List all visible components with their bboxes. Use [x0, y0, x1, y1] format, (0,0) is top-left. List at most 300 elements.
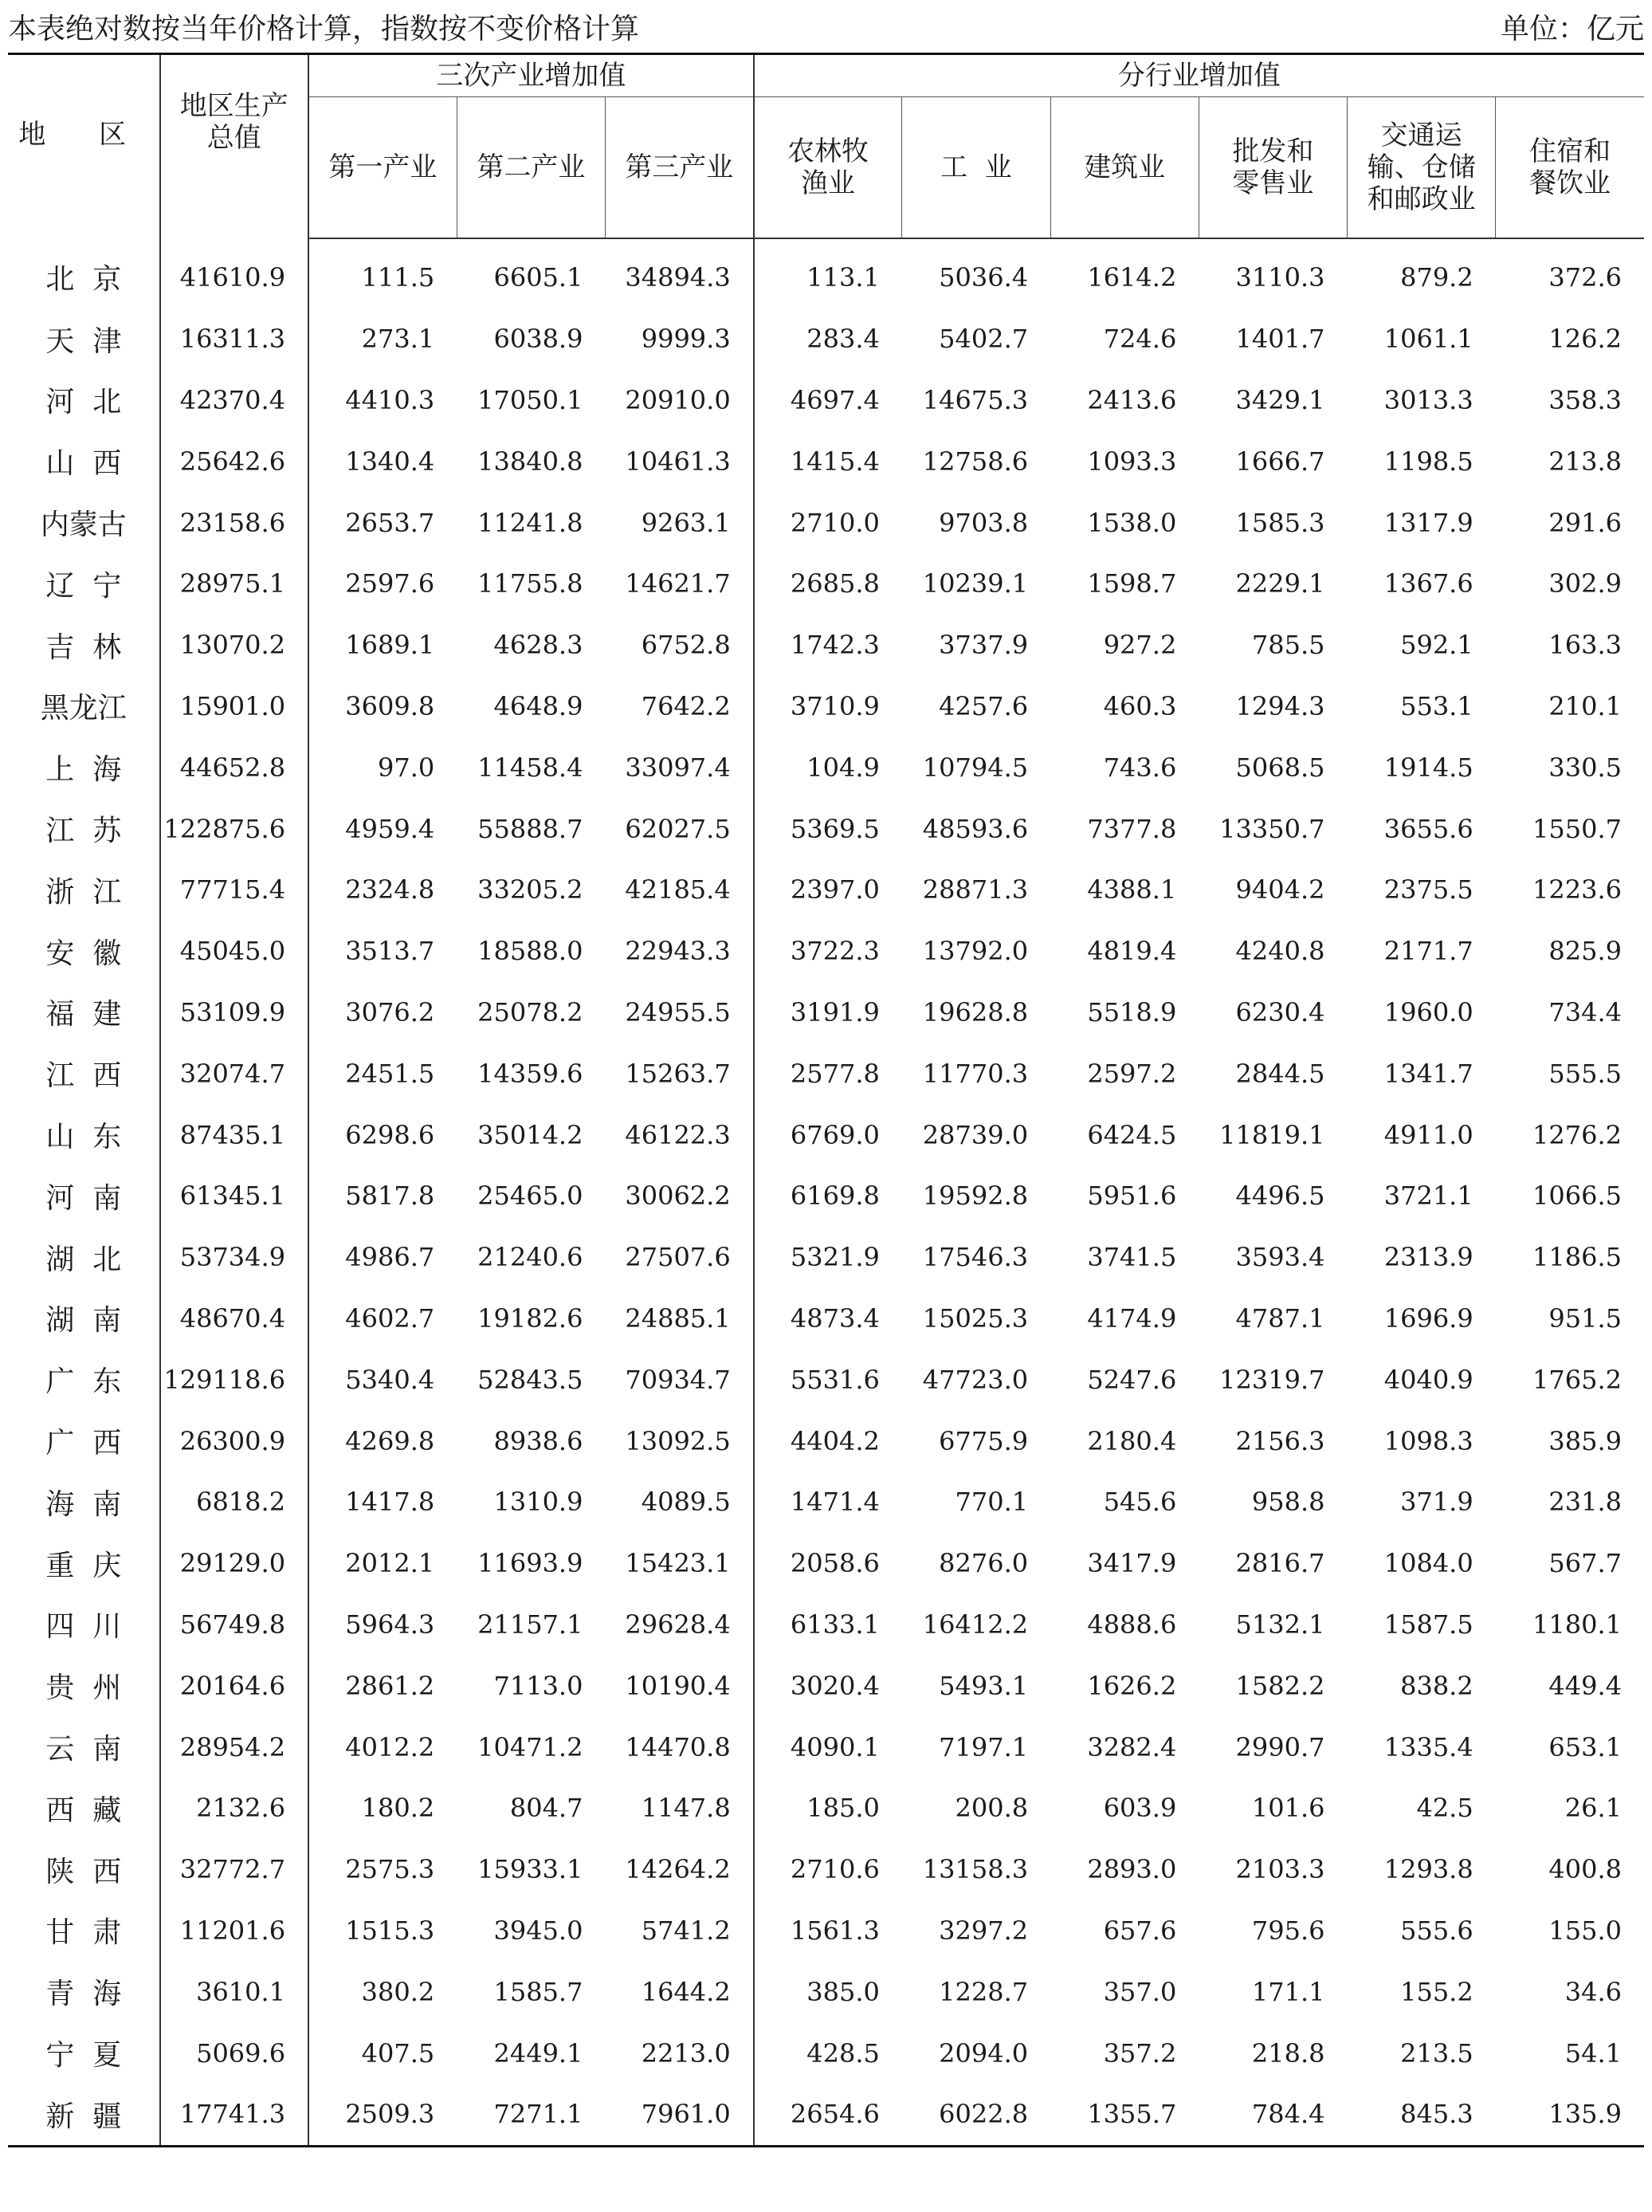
cell-agriculture: 5531.6 — [790, 1364, 880, 1395]
cell-secondary: 11241.8 — [477, 507, 583, 538]
cell-tertiary: 5741.2 — [605, 1900, 753, 1962]
cell-region: 云 南 — [8, 1716, 160, 1778]
cell-tertiary: 27507.6 — [605, 1227, 753, 1288]
cell-agriculture: 1471.4 — [790, 1487, 880, 1518]
cell-industry: 12758.6 — [922, 446, 1029, 477]
cell-hotel-catering: 358.3 — [1548, 384, 1622, 415]
cell-tertiary: 29628.4 — [605, 1594, 753, 1656]
cell-construction: 2893.0 — [1087, 1854, 1177, 1885]
col-header-primary: 第一产业 — [308, 97, 457, 239]
cell-agriculture: 4697.4 — [790, 384, 880, 415]
cell-hotel-catering: 653.1 — [1548, 1731, 1622, 1762]
cell-secondary: 6605.1 — [493, 262, 583, 293]
cell-transport: 1098.3 — [1383, 1425, 1473, 1456]
cell-gdp: 13070.2 — [160, 615, 309, 676]
cell-gdp: 3610.1 — [160, 1961, 309, 2022]
cell-construction: 657.6 — [1103, 1915, 1177, 1946]
cell-hotel-catering: 825.9 — [1548, 936, 1622, 967]
table-row — [8, 798, 1644, 859]
cell-tertiary: 1644.2 — [605, 1961, 753, 2022]
cell-gdp: 2132.6 — [160, 1778, 309, 1839]
cell-primary: 2451.5 — [345, 1058, 435, 1089]
cell-primary: 1689.1 — [345, 630, 435, 661]
cell-hotel-catering: 555.5 — [1548, 1058, 1622, 1089]
cell-gdp: 129118.6 — [160, 1349, 309, 1410]
cell-primary: 4269.8 — [345, 1425, 435, 1456]
cell-construction: 1538.0 — [1087, 507, 1177, 538]
col-header-transport: 交通运输、仓储和邮政业 — [1348, 97, 1496, 239]
cell-wholesale-retail: 1585.3 — [1235, 507, 1325, 538]
cell-region: 山 西 — [8, 430, 160, 492]
cell-hotel-catering: 951.5 — [1548, 1302, 1622, 1334]
cell-agriculture: 2710.0 — [790, 507, 880, 538]
cell-secondary: 15933.1 — [477, 1854, 583, 1885]
cell-gdp: 29129.0 — [160, 1533, 309, 1594]
cell-gdp: 42370.4 — [160, 370, 309, 431]
cell-hotel-catering: 135.9 — [1496, 2084, 1644, 2146]
cell-region: 江 苏 — [8, 798, 160, 859]
cell-secondary: 1585.7 — [493, 1976, 583, 2007]
table-header — [8, 54, 1644, 239]
cell-agriculture: 1561.3 — [790, 1915, 880, 1946]
cell-agriculture: 3710.9 — [790, 690, 880, 721]
cell-secondary: 2449.1 — [493, 2037, 583, 2069]
cell-industry: 28739.0 — [922, 1119, 1029, 1150]
cell-agriculture: 3722.3 — [790, 936, 880, 967]
col-header-gdp: 地区生产总值 — [160, 54, 309, 239]
cell-primary: 3513.7 — [345, 936, 435, 967]
cell-wholesale-retail: 2156.3 — [1235, 1425, 1325, 1456]
table-row — [8, 1533, 1644, 1594]
cell-gdp: 53734.9 — [160, 1227, 309, 1288]
cell-hotel-catering: 567.7 — [1548, 1548, 1622, 1579]
cell-gdp: 77715.4 — [160, 859, 309, 921]
cell-wholesale-retail: 958.8 — [1251, 1487, 1325, 1518]
cell-primary: 5340.4 — [345, 1364, 435, 1395]
cell-construction: 460.3 — [1103, 690, 1177, 721]
cell-primary: 4602.7 — [345, 1302, 435, 1334]
cell-industry: 3737.9 — [939, 630, 1029, 661]
cell-industry: 3297.2 — [939, 1915, 1029, 1946]
cell-agriculture: 4873.4 — [790, 1302, 880, 1334]
cell-wholesale-retail: 784.4 — [1199, 2084, 1347, 2146]
cell-gdp: 16311.3 — [160, 308, 309, 370]
cell-agriculture: 5369.5 — [790, 813, 880, 844]
cell-industry: 47723.0 — [922, 1364, 1029, 1395]
cell-tertiary: 7642.2 — [605, 676, 753, 737]
table-row — [8, 676, 1644, 737]
table-row — [8, 308, 1644, 370]
cell-hotel-catering: 291.6 — [1548, 507, 1622, 538]
cell-wholesale-retail: 3110.3 — [1235, 262, 1325, 293]
cell-primary: 4012.2 — [345, 1731, 435, 1762]
cell-gdp: 17741.3 — [160, 2084, 309, 2146]
cell-wholesale-retail: 4240.8 — [1235, 936, 1325, 967]
cell-secondary: 35014.2 — [477, 1119, 583, 1150]
cell-industry: 5402.7 — [939, 324, 1029, 355]
cell-gdp: 23158.6 — [160, 492, 309, 553]
cell-industry: 10239.1 — [922, 568, 1029, 599]
cell-primary: 111.5 — [361, 262, 435, 293]
cell-industry: 10794.5 — [922, 752, 1029, 783]
cell-primary: 3076.2 — [345, 996, 435, 1027]
cell-region: 江 西 — [8, 1043, 160, 1104]
cell-construction: 7377.8 — [1087, 813, 1177, 844]
cell-secondary: 11755.8 — [477, 568, 583, 599]
cell-primary: 5817.8 — [345, 1181, 435, 1212]
cell-gdp: 15901.0 — [160, 676, 309, 737]
table-row — [8, 1716, 1644, 1778]
cell-region: 西 藏 — [8, 1778, 160, 1839]
cell-region: 天 津 — [8, 308, 160, 370]
table-row — [8, 492, 1644, 553]
cell-construction: 743.6 — [1103, 752, 1177, 783]
cell-agriculture: 2577.8 — [790, 1058, 880, 1089]
unit-label: 单位：亿元 — [1500, 12, 1644, 45]
cell-gdp: 20164.6 — [160, 1655, 309, 1716]
table-row — [8, 1839, 1644, 1900]
cell-primary: 5964.3 — [345, 1609, 435, 1640]
cell-region: 河 北 — [8, 370, 160, 431]
cell-transport: 3013.3 — [1383, 384, 1473, 415]
cell-construction: 603.9 — [1103, 1793, 1177, 1824]
cell-secondary: 6038.9 — [493, 324, 583, 355]
cell-wholesale-retail: 218.8 — [1251, 2037, 1325, 2069]
table-body — [8, 238, 1644, 2146]
cell-region: 福 建 — [8, 982, 160, 1043]
cell-agriculture: 6133.1 — [790, 1609, 880, 1640]
cell-wholesale-retail: 5068.5 — [1235, 752, 1325, 783]
cell-tertiary: 22943.3 — [605, 921, 753, 982]
col-group-sectors: 分行业增加值 — [754, 54, 1644, 97]
cell-construction: 5951.6 — [1087, 1181, 1177, 1212]
cell-construction: 2413.6 — [1087, 384, 1177, 415]
cell-primary: 380.2 — [361, 1976, 435, 2007]
cell-secondary: 21240.6 — [477, 1242, 583, 1273]
cell-industry: 5493.1 — [939, 1670, 1029, 1701]
cell-agriculture: 283.4 — [806, 324, 880, 355]
cell-gdp: 28975.1 — [160, 553, 309, 615]
cell-hotel-catering: 330.5 — [1548, 752, 1622, 783]
table-row — [8, 2084, 1644, 2146]
cell-hotel-catering: 449.4 — [1548, 1670, 1622, 1701]
table-note-bar — [8, 0, 1644, 53]
cell-gdp: 11201.6 — [160, 1900, 309, 1962]
cell-secondary: 52843.5 — [477, 1364, 583, 1395]
cell-industry: 14675.3 — [922, 384, 1029, 415]
cell-wholesale-retail: 2103.3 — [1235, 1854, 1325, 1885]
cell-agriculture: 3020.4 — [790, 1670, 880, 1701]
cell-region: 北 京 — [8, 238, 160, 308]
cell-wholesale-retail: 785.5 — [1251, 630, 1325, 661]
cell-transport: 42.5 — [1416, 1793, 1473, 1824]
cell-region: 湖 南 — [8, 1288, 160, 1350]
cell-construction: 4888.6 — [1087, 1609, 1177, 1640]
cell-agriculture: 2397.0 — [790, 874, 880, 906]
cell-tertiary: 20910.0 — [605, 370, 753, 431]
cell-primary: 4986.7 — [345, 1242, 435, 1273]
cell-transport: 371.9 — [1400, 1487, 1473, 1518]
cell-hotel-catering: 1276.2 — [1532, 1119, 1622, 1150]
table-row — [8, 1778, 1644, 1839]
cell-transport: 155.2 — [1400, 1976, 1473, 2007]
cell-region: 广 西 — [8, 1410, 160, 1471]
cell-agriculture: 6169.8 — [790, 1181, 880, 1212]
cell-primary: 1515.3 — [345, 1915, 435, 1946]
table-row — [8, 370, 1644, 431]
table-row — [8, 982, 1644, 1043]
cell-hotel-catering: 54.1 — [1564, 2037, 1622, 2069]
cell-industry: 8276.0 — [939, 1548, 1029, 1579]
cell-region: 重 庆 — [8, 1533, 160, 1594]
cell-transport: 1914.5 — [1383, 752, 1473, 783]
cell-industry: 4257.6 — [939, 690, 1029, 721]
cell-secondary: 13840.8 — [477, 446, 583, 477]
table-row — [8, 1594, 1644, 1656]
cell-secondary: 55888.7 — [477, 813, 583, 844]
cell-transport: 1335.4 — [1383, 1731, 1473, 1762]
table-row — [8, 1655, 1644, 1716]
cell-region: 宁 夏 — [8, 2022, 160, 2084]
cell-gdp: 6818.2 — [160, 1471, 309, 1533]
cell-secondary: 14359.6 — [477, 1058, 583, 1089]
table-row — [8, 1410, 1644, 1471]
table-row — [8, 430, 1644, 492]
cell-industry: 7197.1 — [939, 1731, 1029, 1762]
cell-gdp: 25642.6 — [160, 430, 309, 492]
cell-transport: 3655.6 — [1383, 813, 1473, 844]
cell-tertiary: 10461.3 — [605, 430, 753, 492]
cell-transport: 4911.0 — [1383, 1119, 1473, 1150]
cell-industry: 11770.3 — [922, 1058, 1029, 1089]
cell-region: 安 徽 — [8, 921, 160, 982]
cell-industry: 2094.0 — [939, 2037, 1029, 2069]
cell-hotel-catering: 385.9 — [1548, 1425, 1622, 1456]
cell-region: 辽 宁 — [8, 553, 160, 615]
cell-secondary: 4648.9 — [493, 690, 583, 721]
cell-transport: 555.6 — [1400, 1915, 1473, 1946]
table-row — [8, 553, 1644, 615]
cell-construction: 5247.6 — [1087, 1364, 1177, 1395]
cell-primary: 3609.8 — [345, 690, 435, 721]
cell-tertiary: 14470.8 — [605, 1716, 753, 1778]
cell-transport: 1341.7 — [1383, 1058, 1473, 1089]
cell-tertiary: 14621.7 — [605, 553, 753, 615]
cell-construction: 545.6 — [1103, 1487, 1177, 1518]
cell-industry: 16412.2 — [922, 1609, 1029, 1640]
cell-region: 湖 北 — [8, 1227, 160, 1288]
cell-primary: 1340.4 — [345, 446, 435, 477]
cell-hotel-catering: 400.8 — [1548, 1854, 1622, 1885]
cell-secondary: 11693.9 — [477, 1548, 583, 1579]
cell-industry: 19628.8 — [922, 996, 1029, 1027]
cell-construction: 4388.1 — [1087, 874, 1177, 906]
regional-gdp-table — [8, 53, 1644, 2147]
cell-industry: 200.8 — [955, 1793, 1029, 1824]
cell-wholesale-retail: 2990.7 — [1235, 1731, 1325, 1762]
cell-hotel-catering: 1550.7 — [1532, 813, 1622, 844]
cell-hotel-catering: 1765.2 — [1532, 1364, 1622, 1395]
cell-tertiary: 1147.8 — [605, 1778, 753, 1839]
cell-wholesale-retail: 1294.3 — [1235, 690, 1325, 721]
cell-region: 新 疆 — [8, 2084, 160, 2146]
cell-wholesale-retail: 2816.7 — [1235, 1548, 1325, 1579]
cell-construction: 1355.7 — [1050, 2084, 1199, 2146]
cell-tertiary: 24955.5 — [605, 982, 753, 1043]
table-row — [8, 1104, 1644, 1165]
cell-region: 河 南 — [8, 1165, 160, 1227]
cell-transport: 2171.7 — [1383, 936, 1473, 967]
cell-tertiary: 70934.7 — [605, 1349, 753, 1410]
cell-secondary: 8938.6 — [493, 1425, 583, 1456]
cell-tertiary: 42185.4 — [605, 859, 753, 921]
table-row — [8, 1349, 1644, 1410]
cell-gdp: 122875.6 — [160, 798, 309, 859]
cell-wholesale-retail: 1582.2 — [1235, 1670, 1325, 1701]
table-row — [8, 1900, 1644, 1962]
col-header-tertiary: 第三产业 — [605, 97, 753, 239]
cell-secondary: 11458.4 — [477, 752, 583, 783]
cell-primary: 1417.8 — [345, 1487, 435, 1518]
cell-hotel-catering: 372.6 — [1548, 262, 1622, 293]
cell-primary: 2012.1 — [345, 1548, 435, 1579]
cell-wholesale-retail: 1666.7 — [1235, 446, 1325, 477]
cell-industry: 770.1 — [955, 1487, 1029, 1518]
cell-tertiary: 15263.7 — [605, 1043, 753, 1104]
col-header-region: 地 区 — [8, 54, 160, 239]
cell-agriculture: 2685.8 — [790, 568, 880, 599]
col-header-agriculture: 农林牧渔业 — [754, 97, 902, 239]
cell-region: 青 海 — [8, 1961, 160, 2022]
cell-agriculture: 3191.9 — [790, 996, 880, 1027]
cell-gdp: 53109.9 — [160, 982, 309, 1043]
cell-wholesale-retail: 12319.7 — [1219, 1364, 1325, 1395]
col-header-industry: 工 业 — [902, 97, 1050, 239]
cell-construction: 2180.4 — [1087, 1425, 1177, 1456]
cell-hotel-catering: 302.9 — [1548, 568, 1622, 599]
cell-tertiary: 13092.5 — [605, 1410, 753, 1471]
cell-construction: 927.2 — [1103, 630, 1177, 661]
cell-agriculture: 104.9 — [806, 752, 880, 783]
cell-transport: 2375.5 — [1383, 874, 1473, 906]
cell-hotel-catering: 1186.5 — [1532, 1242, 1622, 1273]
cell-primary: 2653.7 — [345, 507, 435, 538]
cell-wholesale-retail: 6230.4 — [1235, 996, 1325, 1027]
cell-agriculture: 2710.6 — [790, 1854, 880, 1885]
cell-region: 甘 肃 — [8, 1900, 160, 1962]
cell-secondary: 10471.2 — [477, 1731, 583, 1762]
cell-tertiary: 9999.3 — [605, 308, 753, 370]
cell-industry: 1228.7 — [939, 1976, 1029, 2007]
cell-transport: 1696.9 — [1383, 1302, 1473, 1334]
cell-primary: 2597.6 — [345, 568, 435, 599]
cell-region: 内蒙古 — [8, 492, 160, 553]
table-row — [8, 921, 1644, 982]
cell-gdp: 32772.7 — [160, 1839, 309, 1900]
cell-secondary: 4628.3 — [493, 630, 583, 661]
cell-transport: 592.1 — [1400, 630, 1473, 661]
cell-hotel-catering: 1180.1 — [1532, 1609, 1622, 1640]
cell-gdp: 87435.1 — [160, 1104, 309, 1165]
table-note: 本表绝对数按当年价格计算，指数按不变价格计算 — [8, 12, 640, 45]
col-group-three-industries: 三次产业增加值 — [308, 54, 754, 97]
cell-transport: 1293.8 — [1383, 1854, 1473, 1885]
cell-tertiary: 46122.3 — [605, 1104, 753, 1165]
cell-tertiary: 2213.0 — [605, 2022, 753, 2084]
cell-gdp: 5069.6 — [160, 2022, 309, 2084]
cell-construction: 724.6 — [1103, 324, 1177, 355]
cell-secondary: 33205.2 — [477, 874, 583, 906]
table-row — [8, 1165, 1644, 1227]
cell-secondary: 25465.0 — [477, 1181, 583, 1212]
cell-region: 陕 西 — [8, 1839, 160, 1900]
cell-industry: 15025.3 — [922, 1302, 1029, 1334]
cell-transport: 845.3 — [1348, 2084, 1496, 2146]
cell-construction: 5518.9 — [1087, 996, 1177, 1027]
cell-gdp: 61345.1 — [160, 1165, 309, 1227]
cell-primary: 180.2 — [361, 1793, 435, 1824]
cell-tertiary: 62027.5 — [605, 798, 753, 859]
cell-gdp: 41610.9 — [160, 238, 309, 308]
cell-primary: 2575.3 — [345, 1854, 435, 1885]
cell-agriculture: 2058.6 — [790, 1548, 880, 1579]
cell-primary: 273.1 — [361, 324, 435, 355]
cell-wholesale-retail: 13350.7 — [1219, 813, 1325, 844]
cell-hotel-catering: 1223.6 — [1532, 874, 1622, 906]
cell-tertiary: 4089.5 — [605, 1471, 753, 1533]
cell-gdp: 28954.2 — [160, 1716, 309, 1778]
cell-wholesale-retail: 5132.1 — [1235, 1609, 1325, 1640]
cell-transport: 1084.0 — [1383, 1548, 1473, 1579]
cell-secondary: 25078.2 — [477, 996, 583, 1027]
cell-industry: 19592.8 — [922, 1181, 1029, 1212]
cell-agriculture: 385.0 — [806, 1976, 880, 2007]
cell-tertiary: 7961.0 — [605, 2084, 753, 2146]
cell-hotel-catering: 213.8 — [1548, 446, 1622, 477]
cell-hotel-catering: 126.2 — [1548, 324, 1622, 355]
col-header-hotel-catering: 住宿和餐饮业 — [1496, 97, 1644, 239]
cell-construction: 3741.5 — [1087, 1242, 1177, 1273]
col-header-wholesale-retail: 批发和零售业 — [1199, 97, 1347, 239]
cell-agriculture: 2654.6 — [754, 2084, 902, 2146]
cell-construction: 3417.9 — [1087, 1548, 1177, 1579]
table-row — [8, 1961, 1644, 2022]
table-row — [8, 1043, 1644, 1104]
cell-secondary: 19182.6 — [477, 1302, 583, 1334]
cell-construction: 357.0 — [1103, 1976, 1177, 2007]
cell-agriculture: 1742.3 — [790, 630, 880, 661]
cell-gdp: 32074.7 — [160, 1043, 309, 1104]
cell-gdp: 56749.8 — [160, 1594, 309, 1656]
cell-wholesale-retail: 11819.1 — [1219, 1119, 1325, 1150]
cell-agriculture: 113.1 — [806, 262, 880, 293]
cell-wholesale-retail: 101.6 — [1251, 1793, 1325, 1824]
cell-secondary: 21157.1 — [477, 1609, 583, 1640]
cell-transport: 1198.5 — [1383, 446, 1473, 477]
cell-secondary: 804.7 — [509, 1793, 583, 1824]
cell-primary: 4959.4 — [345, 813, 435, 844]
cell-construction: 1614.2 — [1087, 262, 1177, 293]
cell-primary: 97.0 — [378, 752, 435, 783]
cell-tertiary: 33097.4 — [605, 737, 753, 798]
cell-agriculture: 428.5 — [806, 2037, 880, 2069]
cell-transport: 1587.5 — [1383, 1609, 1473, 1640]
cell-transport: 553.1 — [1400, 690, 1473, 721]
cell-wholesale-retail: 171.1 — [1251, 1976, 1325, 2007]
cell-industry: 9703.8 — [939, 507, 1029, 538]
cell-construction: 6424.5 — [1087, 1119, 1177, 1150]
cell-agriculture: 4090.1 — [790, 1731, 880, 1762]
